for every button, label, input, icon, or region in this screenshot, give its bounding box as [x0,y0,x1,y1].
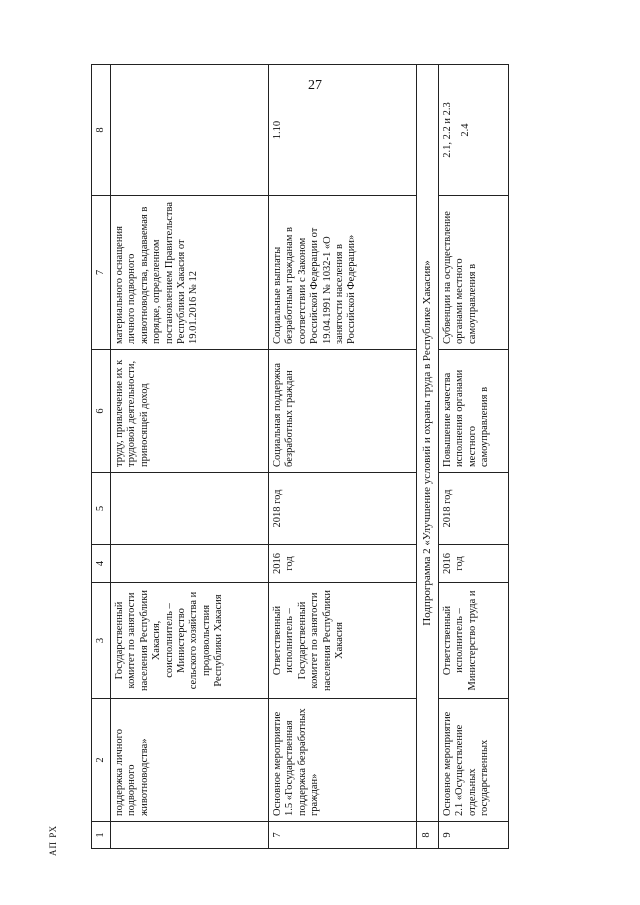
indicator-link-line-1: 2.1, 2.2 и 2.3 [442,102,453,158]
table-row [269,65,417,849]
header-col-7: 7 [92,196,111,350]
header-col-8: 8 [92,65,111,196]
expected-result: Социальная поддержка безработных граждан [269,350,417,473]
measure-name: поддержка личного подворного животноводства» [111,699,269,822]
row-number: 9 [439,822,509,849]
table-row [111,65,269,849]
measure-name: Основное мероприятие 1.5 «Государственная поддержка безработных граждан» [269,699,417,822]
executor: Ответственный исполнитель – Государственный комитет по занятости населения Республики Хакасия [269,583,417,699]
header-row [92,65,111,849]
executor: Ответственный исполнитель – Министерство труда и [439,583,509,699]
row-number [111,822,269,849]
rotated-table-container [91,65,509,849]
header-col-6: 6 [92,350,111,473]
header-col-5: 5 [92,473,111,545]
measure-content: материального оснащения личного подворного животноводства, выдаваемая в порядке, определенном постановлением Правительства Республики Хакасия от 19.01.2016 № 12 [111,196,269,350]
header-col-3: 3 [92,583,111,699]
row-number: 8 [417,822,439,849]
table-row [439,65,509,849]
footer-mark: АП РХ [48,824,58,856]
indicator-link [439,65,509,196]
measure-content: Социальные выплаты безработным гражданам в соответствии с Законом Российской Федерации от 19.04.1991 № 1032-1 «О занятости населения в Российской Федерации» [269,196,417,350]
indicator-link-line-2: 2.4 [460,123,472,137]
program-measures-table [91,64,509,849]
measure-name: Основное мероприятие 2.1 «Осуществление отдельных государственных [439,699,509,822]
start-year [111,545,269,583]
start-year: 2016 год [439,545,509,583]
header-col-1: 1 [92,822,111,849]
header-col-4: 4 [92,545,111,583]
indicator-link [111,65,269,196]
expected-result: Повышение качества исполнения органами местного самоуправления в [439,350,509,473]
executor: Государственный комитет по занятости населения Республики Хакасия, соисполнитель – Министерство сельского хозяйства и продовольствия Республики Хакасия [111,583,269,699]
end-year: 2018 год [269,473,417,545]
page-number: 27 [308,78,322,93]
header-col-2: 2 [92,699,111,822]
start-year: 2016 год [269,545,417,583]
row-number: 7 [269,822,417,849]
indicator-link: 1.10 [269,65,417,196]
subprogram-title: Подпрограмма 2 «Улучшение условий и охраны труда в Республике Хакасия» [417,65,439,822]
end-year [111,473,269,545]
measure-content: Субвенции на осуществление органами местного самоуправления в [439,196,509,350]
expected-result: труду, привлечение их к трудовой деятельности, приносящей доход [111,350,269,473]
subprogram-row [417,65,439,849]
end-year: 2018 год [439,473,509,545]
